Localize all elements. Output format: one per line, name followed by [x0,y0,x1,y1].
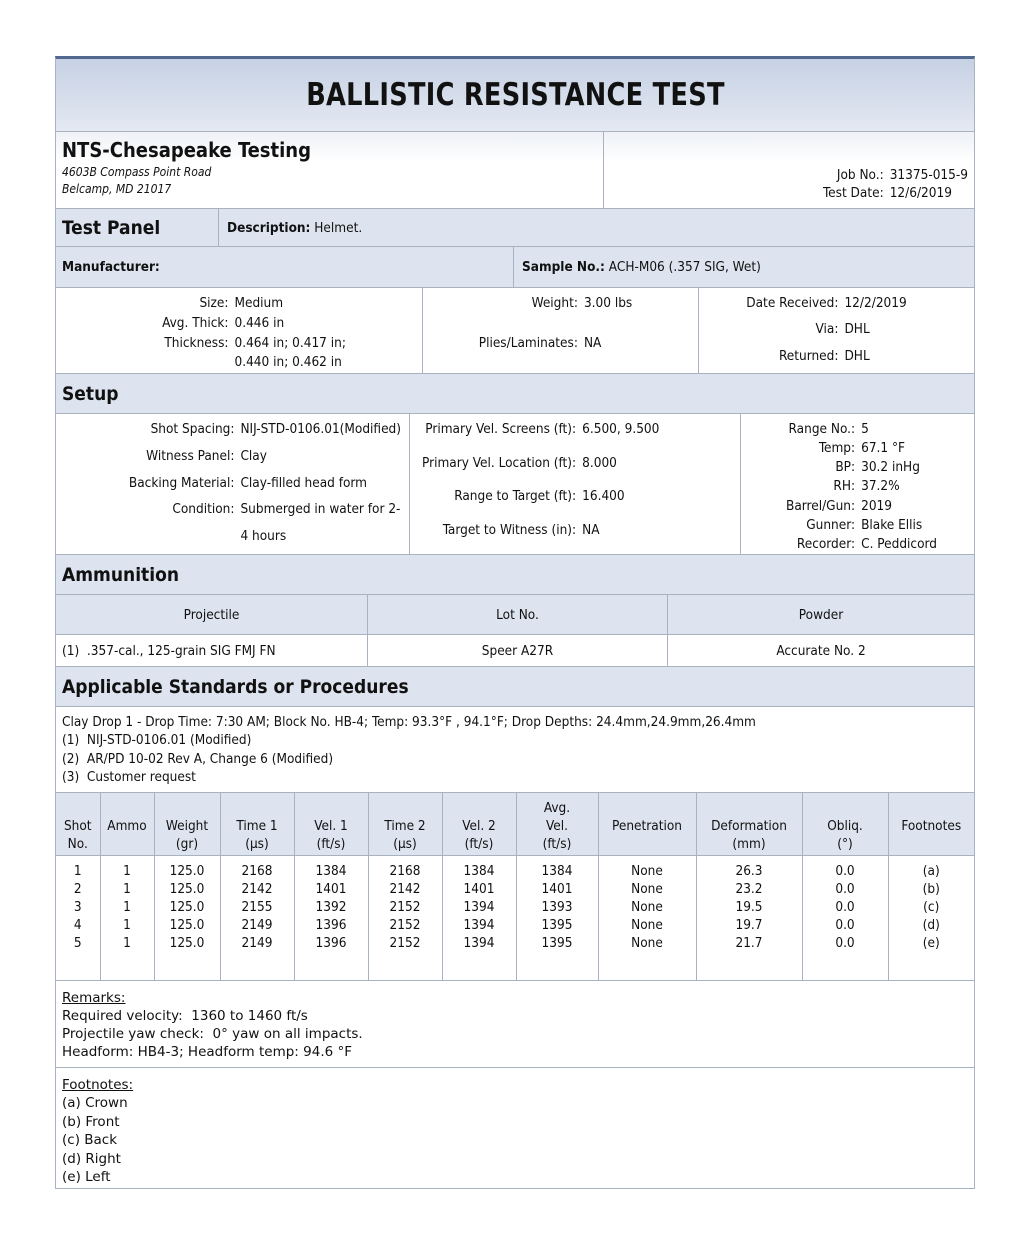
date-received-label: Date Received: [746,295,839,311]
range-to-target-label: Range to Target (ft): [454,488,577,504]
description-value: Helmet. [314,219,363,236]
sample-no-label: Sample No.: [522,259,605,275]
range-no-value: 5 [861,421,869,437]
range-to-target-value: 16.400 [582,488,625,504]
footnote-item: (c) Back [62,1132,118,1148]
test-panel-heading: Test Panel [56,209,219,246]
ammunition-data-row [56,635,974,667]
col-powder: Powder [798,606,844,623]
col-weight: Weight (gr) [154,793,220,855]
setup-conditions [741,414,974,554]
standards-line: Clay Drop 1 - Drop Time: 7:30 AM; Block No. HB-4; Temp: 93.3°F , 94.1°F; Drop Depths: 24.4mm,24.9mm,26.4mm [62,714,756,730]
standards-line: (1) NIJ-STD-0106.01 (Modified) [62,732,252,749]
date-received-value: 12/2/2019 [844,295,907,311]
description-label: Description: [227,219,311,236]
job-no: 31375-015-9 [889,167,968,183]
weight-label: Weight: [531,295,578,311]
standards-line: (3) Customer request [62,768,196,785]
lab-address-line1: 4603B Compass Point Road [62,165,212,179]
temp-value: 67.1 °F [861,440,906,457]
test-panel-header [56,209,974,247]
table-row: 1 1 125.0 2168 1384 2168 1384 1384 None 26.3 0.0 (a) [56,855,974,880]
table-row: 2 1 125.0 2142 1401 2142 1401 1401 None 23.2 0.0 (b) [56,880,974,898]
col-deformation: Deformation (mm) [696,793,802,855]
range-no-label: Range No.: [788,421,856,437]
remarks-line: Required velocity: 1360 to 1460 ft/s [62,1007,308,1024]
size-value: Medium [234,295,284,311]
lab-address-line2: Belcamp, MD 21017 [62,182,172,196]
vel-screens-value: 6.500, 9.500 [582,421,660,437]
target-to-witness-value: NA [582,521,600,538]
ballistic-test-report [55,56,975,1189]
weight-value: 3.00 lbs [583,295,633,311]
col-time1: Time 1 (µs) [220,793,294,855]
table-row: 5 1 125.0 2149 1396 2152 1394 1395 None 21.7 0.0 (e) [56,934,974,952]
sample-no-value: ACH-M06 (.357 SIG, Wet) [608,259,761,275]
standards-list [56,707,974,793]
setup-heading: Setup [56,374,974,414]
description [219,209,974,246]
standards-heading: Applicable Standards or Procedures [56,667,974,707]
job-no-label: Job No.: [836,167,884,183]
remarks-line: Headform: HB4-3; Headform temp: 94.6 °F [62,1043,353,1060]
plies-label: Plies/Laminates: [478,334,578,351]
col-footnotes: Footnotes [888,793,974,855]
projectile-value: (1) .357-cal., 125-grain SIG FMJ FN [56,635,368,666]
shots-table [56,793,974,980]
footnote-item: (a) Crown [62,1095,128,1111]
setup-details [56,414,974,555]
test-date: 12/6/2019 [889,185,952,201]
barrel-label: Barrel/Gun: [786,497,856,514]
job-info [604,132,974,208]
col-projectile: Projectile [56,595,368,634]
returned-value: DHL [844,347,870,364]
bp-label: BP: [835,459,856,476]
ammunition-header-row [56,595,974,635]
standards-line: (2) AR/PD 10-02 Rev A, Change 6 (Modified) [62,750,334,767]
backing-material-label: Backing Material: [128,474,235,491]
col-obliquity: Obliq. (°) [802,793,888,855]
lot-no-value: Speer A27R [368,635,668,666]
sample-no [514,247,974,287]
temp-label: Temp: [818,440,856,457]
via-value: DHL [844,321,870,338]
shot-spacing-value: NIJ-STD-0106.01(Modified) [240,421,401,437]
lab-name: NTS-Chesapeake Testing [62,138,311,162]
lab-info [56,132,974,209]
manufacturer-label: Manufacturer: [62,259,160,275]
recorder-value: C. Peddicord [861,535,937,552]
vel-location-label: Primary Vel. Location (ft): [422,454,577,471]
bp-value: 30.2 inHg [861,459,920,476]
lab-address-block [56,132,604,208]
recorder-label: Recorder: [796,535,856,552]
backing-material-value: Clay-filled head form [240,474,368,491]
col-avg-vel: Avg. Vel. (ft/s) [516,793,598,855]
col-vel1: Vel. 1 (ft/s) [294,793,368,855]
thickness-label: Thickness: [164,334,229,351]
footnote-item: (b) Front [62,1113,120,1130]
col-shot-no: Shot No. [56,793,100,855]
table-row: 3 1 125.0 2155 1392 2152 1394 1393 None 19.5 0.0 (c) [56,898,974,916]
remarks-heading: Remarks: [62,989,126,1006]
avg-thick-label: Avg. Thick: [162,314,229,331]
condition-value-2: 4 hours [240,528,287,545]
shot-spacing-label: Shot Spacing: [150,421,235,437]
test-date-label: Test Date: [823,185,884,201]
gunner-value: Blake Ellis [861,516,923,533]
condition-label: Condition: [172,501,235,518]
via-label: Via: [815,321,839,338]
col-time2: Time 2 (µs) [368,793,442,855]
gunner-label: Gunner: [806,516,856,533]
footnote-item: (e) Left [62,1169,111,1185]
footnotes-section [56,1068,974,1188]
ammunition-heading: Ammunition [56,555,974,595]
witness-panel-label: Witness Panel: [146,447,235,464]
shots-header-row [56,793,974,855]
panel-details [56,288,974,374]
remarks-section [56,981,974,1068]
avg-thick-value: 0.446 in [234,314,285,331]
footnote-item: (d) Right [62,1150,121,1167]
col-lot-no: Lot No. [368,595,668,634]
col-ammo: Ammo [100,793,154,855]
powder-value: Accurate No. 2 [776,642,866,659]
manufacturer-row [56,247,974,288]
rh-label: RH: [833,478,856,495]
barrel-value: 2019 [861,497,892,514]
condition-value-1: Submerged in water for 2- [240,501,401,518]
target-to-witness-label: Target to Witness (in): [442,521,577,538]
panel-receipt [699,288,974,373]
manufacturer [56,247,514,287]
report-title: BALLISTIC RESISTANCE TEST [305,77,725,113]
vel-location-value: 8.000 [582,454,617,471]
thickness-value-2: 0.440 in; 0.462 in [234,354,342,371]
footnotes-heading: Footnotes: [62,1076,134,1093]
plies-value: NA [583,334,602,351]
vel-screens-label: Primary Vel. Screens (ft): [425,421,577,437]
witness-panel-value: Clay [240,447,267,464]
panel-weight [423,288,699,373]
col-vel2: Vel. 2 (ft/s) [442,793,516,855]
thickness-value-1: 0.464 in; 0.417 in; [234,334,346,351]
panel-dimensions [56,288,423,373]
size-label: Size: [199,295,229,311]
title-bar [56,59,974,132]
shots-table-wrapper [56,793,974,981]
table-row: 4 1 125.0 2149 1396 2152 1394 1395 None 19.7 0.0 (d) [56,916,974,934]
remarks-line: Projectile yaw check: 0° yaw on all impacts. [62,1025,363,1042]
rh-value: 37.2% [861,478,900,495]
col-penetration: Penetration [598,793,696,855]
setup-backing [56,414,410,554]
setup-velocity [410,414,741,554]
returned-label: Returned: [778,347,839,364]
